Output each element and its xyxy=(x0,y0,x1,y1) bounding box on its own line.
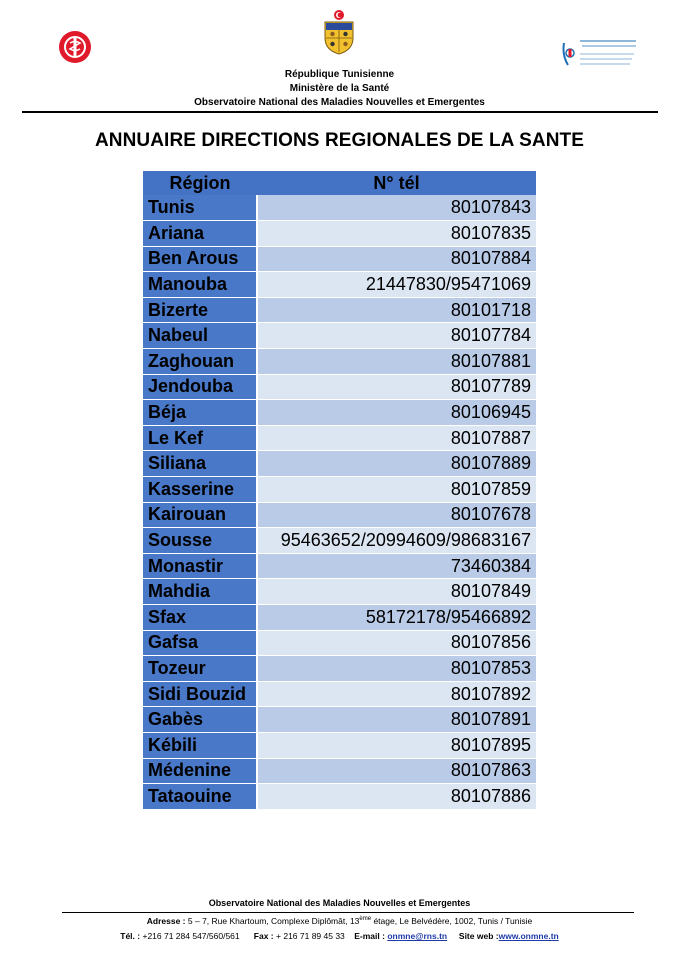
phone-cell: 80107863 xyxy=(257,758,536,784)
header-ministry: Ministère de la Santé xyxy=(289,83,390,94)
region-cell: Gafsa xyxy=(143,630,257,656)
region-cell: Sousse xyxy=(143,528,257,554)
phone-cell: 80107849 xyxy=(257,579,536,605)
table-row xyxy=(143,246,536,272)
region-cell: Ben Arous xyxy=(143,246,257,272)
table-row xyxy=(143,605,536,631)
address-superscript: ème xyxy=(359,916,372,923)
table-row xyxy=(143,502,536,528)
region-cell: Tataouine xyxy=(143,784,257,810)
phone-cell: 80107881 xyxy=(257,349,536,375)
directory-table xyxy=(143,171,536,810)
region-cell: Gabès xyxy=(143,707,257,733)
footer-divider xyxy=(62,912,634,913)
phone-cell: 80107889 xyxy=(257,451,536,477)
page-title: ANNUAIRE DIRECTIONS REGIONALES DE LA SANTE xyxy=(94,130,585,151)
table-row xyxy=(143,400,536,426)
tel-label: Tél. : xyxy=(120,931,141,941)
phone-cell: 80107678 xyxy=(257,502,536,528)
table-row xyxy=(143,374,536,400)
ministry-health-logo-icon xyxy=(58,30,92,64)
tel-value: +216 71 284 547/560/561 xyxy=(142,931,240,941)
phone-cell: 21447830/95471069 xyxy=(257,272,536,298)
fax-value: + 216 71 89 45 33 xyxy=(276,931,345,941)
phone-cell: 80107859 xyxy=(257,477,536,503)
table-row xyxy=(143,784,536,810)
phone-cell: 80107884 xyxy=(257,246,536,272)
phone-cell: 95463652/20994609/98683167 xyxy=(257,528,536,554)
region-cell: Ariana xyxy=(143,221,257,247)
web-label: Site web : xyxy=(458,931,499,941)
document-header xyxy=(0,68,679,110)
table-row xyxy=(143,425,536,451)
fax-label: Fax : xyxy=(253,931,274,941)
phone-cell: 80107892 xyxy=(257,681,536,707)
region-cell: Kairouan xyxy=(143,502,257,528)
table-row xyxy=(143,451,536,477)
website-link[interactable]: www.onmne.tn xyxy=(498,931,559,941)
region-cell: Jendouba xyxy=(143,374,257,400)
header-country: République Tunisienne xyxy=(284,69,395,80)
table-row xyxy=(143,323,536,349)
region-cell: Mahdia xyxy=(143,579,257,605)
table-header-row xyxy=(143,171,536,195)
table-row xyxy=(143,477,536,503)
onmne-logo-icon xyxy=(560,35,640,71)
region-cell: Monastir xyxy=(143,553,257,579)
tunisia-coat-of-arms-icon xyxy=(320,8,358,56)
region-cell: Manouba xyxy=(143,272,257,298)
phone-cell: 80107891 xyxy=(257,707,536,733)
phone-cell: 80107895 xyxy=(257,732,536,758)
address-text-part2: étage, Le Belvédère, 1002, Tunis / Tunisie xyxy=(373,916,533,926)
address-text-part1: 5 – 7, Rue Khartoum, Complexe Diplômât, 13 xyxy=(187,916,360,926)
phone-cell: 80107853 xyxy=(257,656,536,682)
region-cell: Kasserine xyxy=(143,477,257,503)
email-label: E-mail : xyxy=(354,931,385,941)
table-row xyxy=(143,656,536,682)
region-cell: Nabeul xyxy=(143,323,257,349)
phone-cell: 80106945 xyxy=(257,400,536,426)
table-body xyxy=(143,195,536,809)
table-row xyxy=(143,579,536,605)
table-row xyxy=(143,221,536,247)
footer-address xyxy=(0,916,679,926)
phone-cell: 80101718 xyxy=(257,297,536,323)
table-row xyxy=(143,272,536,298)
header-divider xyxy=(22,111,658,113)
region-cell: Sidi Bouzid xyxy=(143,681,257,707)
table-row xyxy=(143,732,536,758)
region-cell: Kébili xyxy=(143,732,257,758)
phone-cell: 80107789 xyxy=(257,374,536,400)
table-row xyxy=(143,681,536,707)
table-row xyxy=(143,630,536,656)
header-observatory: Observatoire National des Maladies Nouvelles et Emergentes xyxy=(194,97,485,108)
table-row xyxy=(143,195,536,221)
region-cell: Tunis xyxy=(143,195,257,221)
region-cell: Médenine xyxy=(143,758,257,784)
phone-cell: 80107856 xyxy=(257,630,536,656)
phone-cell: 58172178/95466892 xyxy=(257,605,536,631)
phone-cell: 80107843 xyxy=(257,195,536,221)
phone-cell: 80107887 xyxy=(257,425,536,451)
column-header-region: Région xyxy=(143,171,257,195)
table-row xyxy=(143,707,536,733)
table-row xyxy=(143,553,536,579)
phone-cell: 80107886 xyxy=(257,784,536,810)
region-cell: Tozeur xyxy=(143,656,257,682)
table-row xyxy=(143,528,536,554)
region-cell: Sfax xyxy=(143,605,257,631)
footer-contacts xyxy=(0,931,679,941)
table-row xyxy=(143,349,536,375)
phone-cell: 73460384 xyxy=(257,553,536,579)
phone-cell: 80107835 xyxy=(257,221,536,247)
region-cell: Le Kef xyxy=(143,425,257,451)
address-label: Adresse : xyxy=(146,916,186,926)
phone-cell: 80107784 xyxy=(257,323,536,349)
footer-organization: Observatoire National des Maladies Nouvelles et Emergentes xyxy=(208,898,471,908)
column-header-tel: N° tél xyxy=(257,171,536,195)
region-cell: Siliana xyxy=(143,451,257,477)
region-cell: Zaghouan xyxy=(143,349,257,375)
table-row xyxy=(143,758,536,784)
table-row xyxy=(143,297,536,323)
region-cell: Bizerte xyxy=(143,297,257,323)
region-cell: Béja xyxy=(143,400,257,426)
email-link[interactable]: onmne@rns.tn xyxy=(387,931,448,941)
